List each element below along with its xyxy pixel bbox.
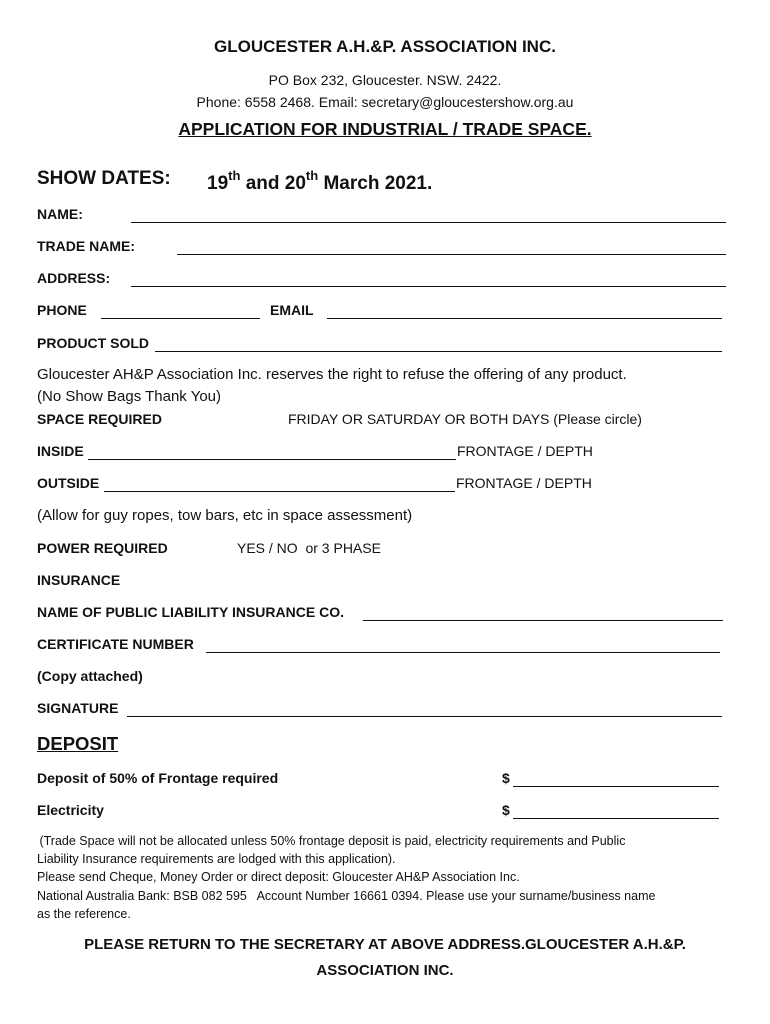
fine-print-line-1: (Trade Space will not be allocated unless 50% frontage deposit is paid, electricity requirements and Public xyxy=(36,834,626,848)
email-label: EMAIL xyxy=(270,302,314,318)
org-name: GLOUCESTER A.H.&P. ASSOCIATION INC. xyxy=(214,37,556,56)
insurance-heading: INSURANCE xyxy=(37,572,121,588)
form-title-separator: / xyxy=(448,119,463,139)
refuse-right-note: Gloucester AH&P Association Inc. reserves the right to refuse the offering of any product. xyxy=(37,366,627,383)
electricity-label: Electricity xyxy=(37,802,104,818)
space-required-label: SPACE REQUIRED xyxy=(37,411,162,427)
product-sold-label: PRODUCT SOLD xyxy=(37,335,149,351)
outside-field[interactable] xyxy=(104,491,455,492)
inside-field[interactable] xyxy=(88,459,456,460)
power-required-label: POWER REQUIRED xyxy=(37,540,168,556)
show-month-year: March 2021. xyxy=(318,173,433,194)
deposit-heading: DEPOSIT xyxy=(37,733,119,754)
show-connector: and xyxy=(240,173,285,194)
fine-print-line-5: as the reference. xyxy=(37,907,131,921)
email-field[interactable] xyxy=(327,318,722,319)
address-label: ADDRESS: xyxy=(37,270,111,286)
trade-name-label: TRADE NAME: xyxy=(37,238,135,254)
org-contact: Phone: 6558 2468. Email: secretary@gloucestershow.org.au xyxy=(196,94,574,110)
address-field[interactable] xyxy=(131,286,726,287)
certificate-number-label: CERTIFICATE NUMBER xyxy=(37,636,194,652)
phone-label: PHONE xyxy=(37,302,87,318)
phone-field[interactable] xyxy=(101,318,260,319)
inside-label: INSIDE xyxy=(37,443,84,459)
deposit-frontage-currency: $ xyxy=(502,770,510,786)
guy-ropes-note: (Allow for guy ropes, tow bars, etc in space assessment) xyxy=(37,507,413,524)
fine-print-line-4: National Australia Bank: BSB 082 595 Account Number 16661 0394. Please use your surname/business name xyxy=(37,889,656,903)
power-options[interactable]: YES / NO or 3 PHASE xyxy=(237,540,381,556)
show-day2-suffix: th xyxy=(305,168,319,183)
fine-print-line-3: Please send Cheque, Money Order or direct deposit: Gloucester AH&P Association Inc. xyxy=(37,870,520,884)
show-day2: 20 xyxy=(284,173,306,194)
deposit-frontage-label: Deposit of 50% of Frontage required xyxy=(37,770,279,786)
electricity-currency: $ xyxy=(502,802,510,818)
form-title-part1: APPLICATION FOR INDUSTRIAL xyxy=(178,119,449,139)
name-field[interactable] xyxy=(131,222,726,223)
space-required-options[interactable]: FRIDAY OR SATURDAY OR BOTH DAYS (Please circle) xyxy=(288,411,642,427)
name-label: NAME: xyxy=(37,206,83,222)
form-title-part2: TRADE SPACE. xyxy=(462,119,592,139)
insurance-co-label: NAME OF PUBLIC LIABILITY INSURANCE CO. xyxy=(37,604,344,620)
outside-frontage-depth: FRONTAGE / DEPTH xyxy=(456,475,592,491)
show-dates-value xyxy=(207,168,432,195)
deposit-frontage-field[interactable] xyxy=(513,786,719,787)
signature-label: SIGNATURE xyxy=(37,700,119,716)
no-show-bags-note: (No Show Bags Thank You) xyxy=(37,388,222,405)
trade-name-field[interactable] xyxy=(177,254,726,255)
show-day1-suffix: th xyxy=(228,168,241,183)
show-dates-label: SHOW DATES: xyxy=(37,168,171,189)
show-day1: 19 xyxy=(207,173,229,194)
org-address: PO Box 232, Gloucester. NSW. 2422. xyxy=(268,72,502,88)
return-instruction-line-2: ASSOCIATION INC. xyxy=(316,962,454,979)
copy-attached-note: (Copy attached) xyxy=(37,668,143,684)
signature-field[interactable] xyxy=(127,716,722,717)
product-sold-field[interactable] xyxy=(155,351,722,352)
inside-frontage-depth: FRONTAGE / DEPTH xyxy=(457,443,593,459)
form-title xyxy=(0,119,770,140)
certificate-number-field[interactable] xyxy=(206,652,720,653)
insurance-co-field[interactable] xyxy=(363,620,723,621)
electricity-field[interactable] xyxy=(513,818,719,819)
fine-print-line-2: Liability Insurance requirements are lodged with this application). xyxy=(37,852,396,866)
outside-label: OUTSIDE xyxy=(37,475,100,491)
return-instruction-line-1: PLEASE RETURN TO THE SECRETARY AT ABOVE ADDRESS.GLOUCESTER A.H.&P. xyxy=(84,936,686,953)
